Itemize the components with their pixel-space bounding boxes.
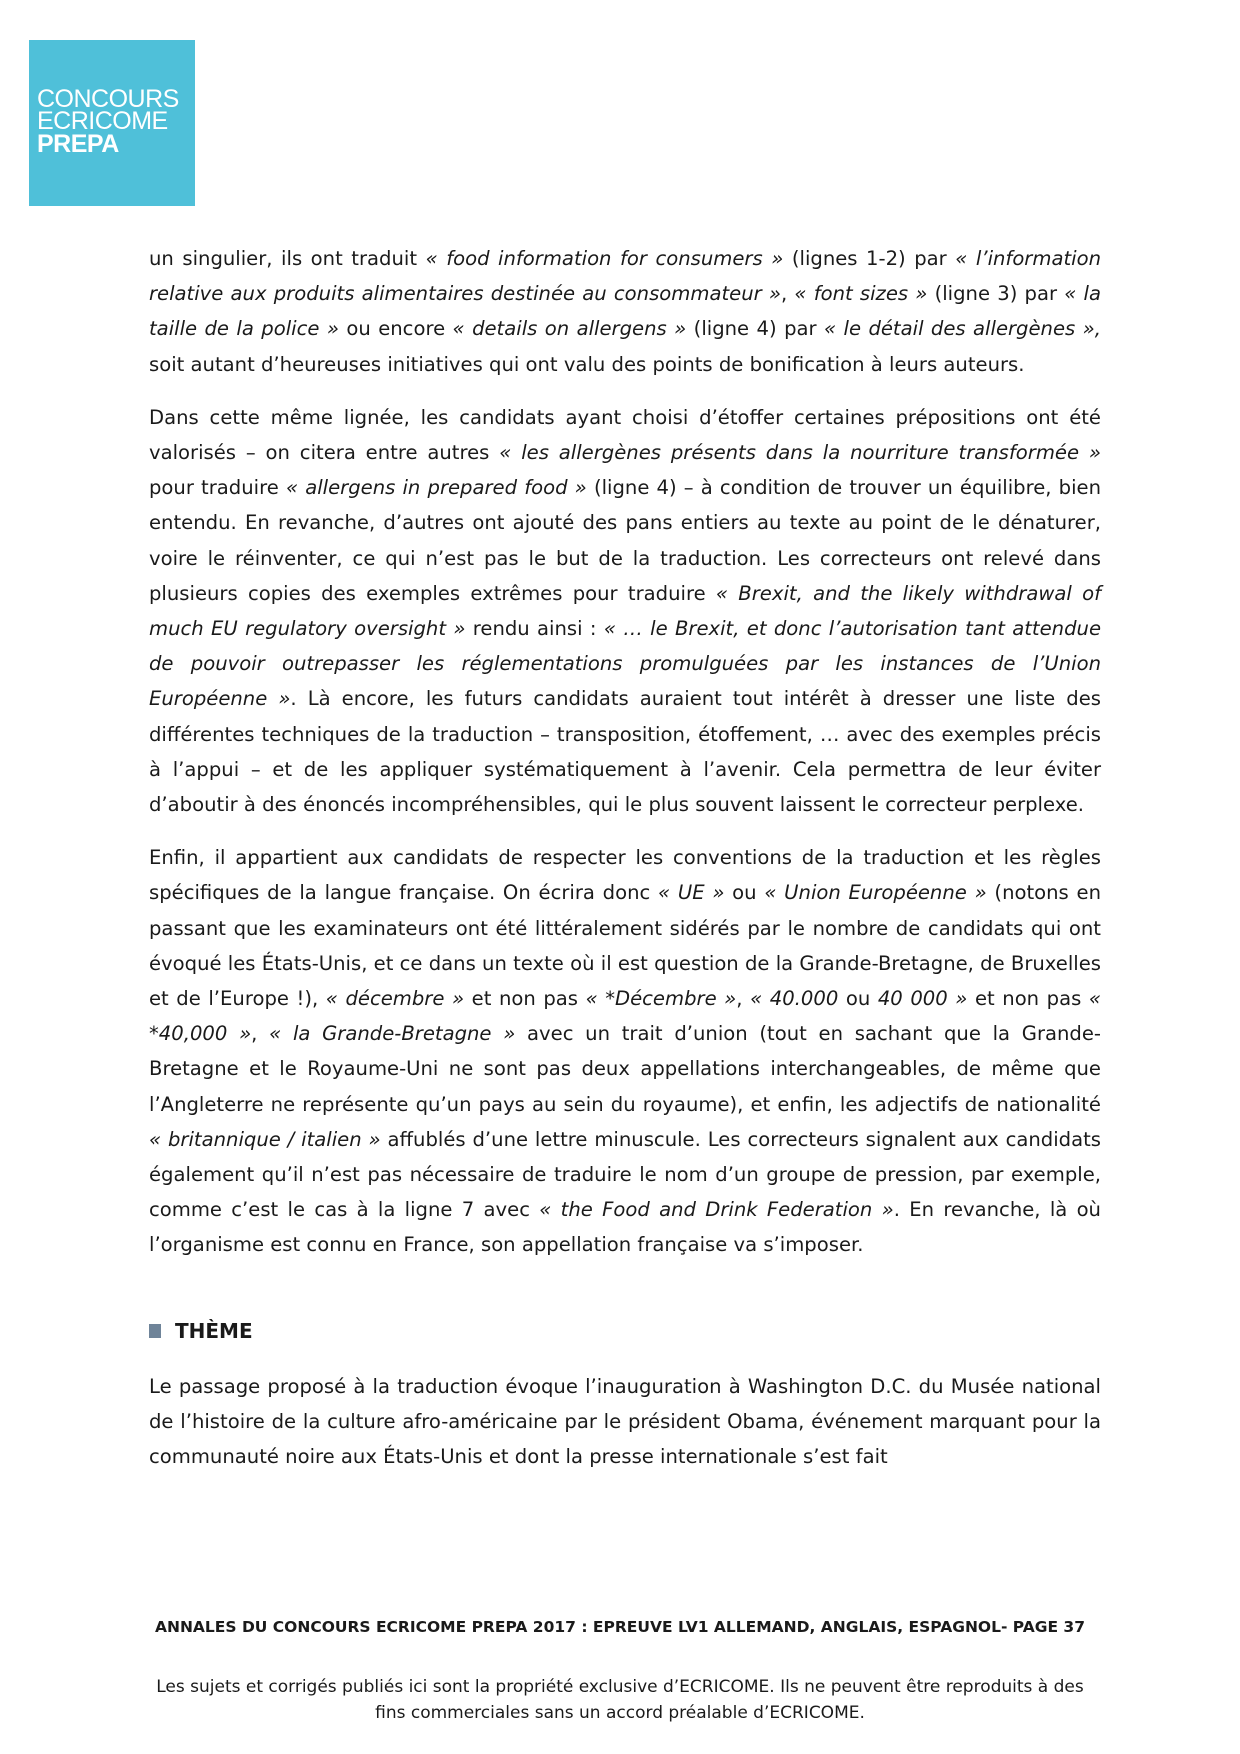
quoted-example: « la taille de la police » bbox=[149, 282, 1101, 341]
text-run: . En revanche, là où l’organisme est connu en France, son appellation française va s’imposer. bbox=[149, 1198, 1101, 1257]
text-run: Dans cette même lignée, les candidats ayant choisi d’étoffer certaines prépositions ont été valorisés – on citera entre autres bbox=[149, 405, 1101, 465]
quoted-example: « details on allergens » bbox=[452, 317, 687, 341]
text-run: ou bbox=[838, 987, 878, 1011]
quoted-example: « Union Européenne » bbox=[764, 881, 987, 905]
text-run: et non pas bbox=[464, 987, 586, 1011]
text-run: , bbox=[251, 1022, 270, 1046]
quoted-example: « britannique / italien » bbox=[149, 1127, 381, 1151]
quoted-example: « … le Brexit, et donc l’autorisation tant attendue de pouvoir outrepasser les réglementations promulguées par les instances de l’Union Européenne » bbox=[149, 617, 1101, 711]
text-run: Enfin, il appartient aux candidats de respecter les conventions de la traduction et les règles spécifiques de la langue française. On écrira donc bbox=[149, 846, 1101, 905]
footer-title: ANNALES DU CONCOURS ECRICOME PREPA 2017 : EPREUVE LV1 ALLEMAND, ANGLAIS, ESPAGNOL- PAGE 37 bbox=[154, 1618, 1086, 1636]
text-run: (ligne 3) par bbox=[927, 282, 1065, 306]
text-run: (ligne 4) – à condition de trouver un équilibre, bien entendu. En revanche, d’autres ont ajouté des pans entiers au texte au point de le dénaturer, voire le réinventer, ce qui n’est pas le but de la traduction. Les correcteurs ont relevé dans plusieurs copies des exemples extrêmes pour traduire bbox=[149, 476, 1102, 605]
quoted-example: « le détail des allergènes », bbox=[824, 317, 1101, 341]
quoted-example: « allergens in prepared food » bbox=[285, 476, 587, 500]
quoted-example: « 40.000 bbox=[750, 987, 839, 1011]
footer-note-line-1: Les sujets et corrigés publiés ici sont la propriété exclusive d’ECRICOME. Ils ne peuvent être reproduits à des bbox=[156, 1677, 1084, 1697]
paragraph-2 bbox=[149, 400, 1101, 822]
logo-line-concours: CONCOURS bbox=[37, 85, 179, 113]
text-run: avec un trait d’union (tout en sachant que la Grande-Bretagne et le Royaume-Uni ne sont pas deux appellations interchangeables, de même que l’Angleterre ne représente qu’un pays au sein du royaume), et enfin, les adjectifs de nationalité bbox=[149, 1022, 1101, 1116]
logo-line-prepa: PREPA bbox=[37, 130, 119, 158]
quoted-example: « food information for consumers » bbox=[425, 247, 784, 270]
section-bullet-square bbox=[149, 1324, 161, 1338]
section-heading-theme bbox=[149, 1319, 1101, 1343]
quoted-example: « les allergènes présents dans la nourriture transformée » bbox=[499, 441, 1101, 465]
quoted-example: 40 000 » bbox=[877, 987, 968, 1011]
text-run: ou encore bbox=[338, 317, 453, 341]
quoted-example: « font sizes » bbox=[794, 282, 928, 306]
quoted-example: « the Food and Drink Federation » bbox=[539, 1198, 894, 1222]
text-run: (notons en passant que les examinateurs ont été littéralement sidérés par le nombre de candidats qui ont évoqué les États-Unis, et ce dans un texte où il est question de la Grande-Bretagne, de Bruxelles et de l’Europe !), bbox=[149, 881, 1101, 1011]
text-run: ou bbox=[724, 881, 765, 905]
text-run: soit autant d’heureuses initiatives qui ont valu des points de bonification à leurs auteurs. bbox=[149, 352, 1025, 376]
quoted-example: « décembre » bbox=[325, 987, 465, 1011]
text-run: un singulier, ils ont traduit bbox=[149, 247, 426, 270]
text-run: . Là encore, les futurs candidats auraient tout intérêt à dresser une liste des différentes techniques de la traduction – transposition, étoffement, … avec des exemples précis à l’appui – et de les appliquer systématiquement à l’avenir. Cela permettra de leur éviter d’aboutir à des énoncés incompréhensibles, qui le plus souvent laissent le correcteur perplexe. bbox=[149, 687, 1101, 817]
section-title: THÈME bbox=[175, 1318, 253, 1343]
theme-paragraph: Le passage proposé à la traduction évoque l’inauguration à Washington D.C. du Musée national de l’histoire de la culture afro-américaine par le président Obama, événement marquant pour la communauté noire aux États-Unis et dont la presse internationale s’est fait bbox=[149, 1374, 1101, 1469]
text-run: (ligne 4) par bbox=[686, 317, 824, 341]
logo-line-ecricome: ECRICOME bbox=[37, 107, 168, 135]
text-run: rendu ainsi : bbox=[465, 617, 604, 641]
document-body bbox=[149, 241, 1101, 1492]
text-run: , bbox=[780, 282, 795, 306]
quoted-example: « Brexit, and the likely withdrawal of much EU regulatory oversight » bbox=[149, 581, 1101, 641]
ecricome-logo bbox=[29, 40, 195, 206]
paragraph-3 bbox=[149, 840, 1101, 1262]
footer-note-line-2: fins commerciales sans un accord préalable d’ECRICOME. bbox=[375, 1703, 865, 1723]
paragraph-1 bbox=[149, 241, 1101, 382]
quoted-example: « l’information relative aux produits alimentaires destinée au consommateur » bbox=[149, 247, 1101, 306]
text-run: (lignes 1-2) par bbox=[783, 247, 956, 270]
text-run: , bbox=[736, 987, 751, 1011]
quoted-example: « UE » bbox=[658, 881, 725, 905]
quoted-example: « la Grande-Bretagne » bbox=[269, 1022, 516, 1046]
footer-copyright-note bbox=[100, 1674, 1140, 1726]
quoted-example: « *Décembre » bbox=[585, 987, 737, 1011]
quoted-example: « *40,000 » bbox=[149, 987, 1101, 1046]
text-run: pour traduire bbox=[149, 476, 286, 500]
text-run: affublés d’une lettre minuscule. Les correcteurs signalent aux candidats également qu’il n’est pas nécessaire de traduire le nom d’un groupe de pression, par exemple, comme c’est le cas à la ligne 7 avec bbox=[149, 1127, 1101, 1222]
text-run: et non pas bbox=[967, 987, 1089, 1011]
